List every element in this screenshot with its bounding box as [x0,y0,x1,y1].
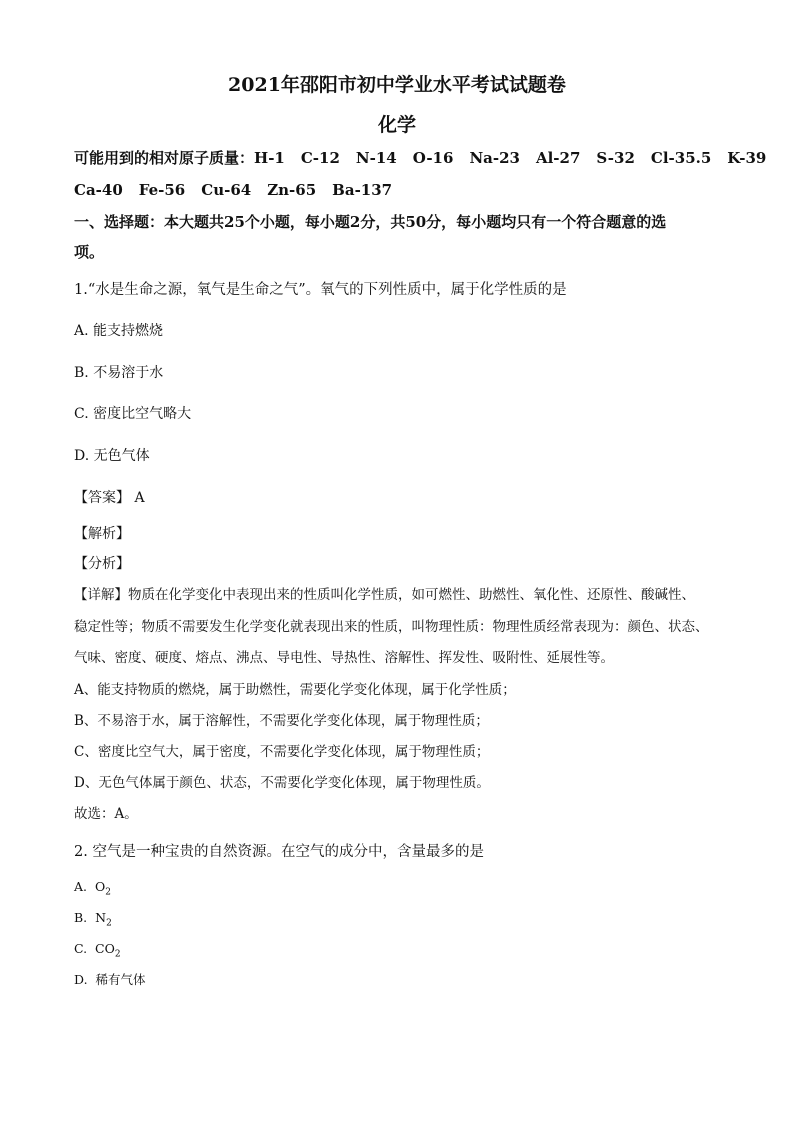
answer-tag: 【答案】 [74,490,130,506]
question-2-stem: 2. 空气是一种宝贵的自然资源。在空气的成分中，含量最多的是 [74,844,484,860]
option-formula: 稀有气体 [95,972,146,987]
option-formula: CO [95,941,115,956]
option-formula: N [95,910,107,925]
option-formula: O [94,879,106,894]
q1-fenxi-tag: 【分析】 [74,556,130,572]
section-heading-line-1: 一、选择题：本大题共25个小题，每小题2分，共50分，每小题均只有一个符合题意的选 [74,213,667,231]
atomic-mass-item: Zn-65 [267,181,317,199]
detail-text: 物质在化学变化中表现出来的性质叫化学性质，如可燃性、助燃性、氧化性、还原性、酸碱性、 [128,587,695,603]
q1-option-a: A. 能支持燃烧 [74,323,164,339]
atomic-mass-item: S-32 [596,149,635,167]
atomic-mass-item: H-1 [254,149,285,167]
q1-explain-a: A、能支持物质的燃烧，属于助燃性，需要化学变化体现，属于化学性质； [74,682,516,698]
q1-explain-c: C、密度比空气大，属于密度，不需要化学变化体现，属于物理性质； [74,744,490,760]
q1-conclusion: 故选：A。 [74,806,138,822]
option-letter: C. [74,941,88,956]
question-1-stem: 1.“水是生命之源，氧气是生命之气”。氧气的下列性质中，属于化学性质的是 [74,282,567,298]
option-letter: A. [74,879,88,894]
atomic-mass-item: Fe-56 [138,181,186,199]
detail-tag: 【详解】 [74,587,128,603]
q1-option-d: D. 无色气体 [74,448,150,464]
subject-title: 化学 [377,114,416,136]
q1-detail-line-2: 稳定性等；物质不需要发生化学变化就表现出来的性质，叫物理性质：物理性质经常表现为：颜色、状态、 [74,619,709,635]
section-heading-line-2: 项。 [74,243,105,261]
q1-explain-b: B、不易溶于水，属于溶解性，不需要化学变化体现，属于物理性质； [74,713,489,729]
option-letter: B. [74,910,88,925]
exam-title: 2021年邵阳市初中学业水平考试试题卷 [228,74,566,96]
option-subscript: 2 [105,887,111,898]
q2-option-a [74,881,111,898]
q1-option-c: C. 密度比空气略大 [74,406,192,422]
q1-analysis-tag: 【解析】 [74,526,130,542]
atomic-mass-item: Cu-64 [201,181,252,199]
q1-answer [74,491,145,505]
q2-option-b [74,912,112,929]
q1-option-b: B. 不易溶于水 [74,365,164,381]
q1-explain-d: D、无色气体属于颜色、状态，不需要化学变化体现，属于物理性质。 [74,775,490,791]
atomic-mass-item: Ca-40 [74,181,123,199]
atomic-mass-item: K-39 [727,149,767,167]
atomic-mass-item: C-12 [300,149,340,167]
atomic-mass-item: Al-27 [535,149,581,167]
q2-option-c [74,943,121,960]
option-letter: D. [74,972,88,987]
atomic-mass-row-2 [74,183,408,198]
q1-detail-line-3: 气味、密度、硬度、熔点、沸点、导电性、导热性、溶解性、挥发性、吸附性、延展性等。 [74,650,614,666]
atomic-mass-item: Ba-137 [332,181,393,199]
q2-option-d [74,974,146,987]
atomic-mass-item: O-16 [412,149,454,167]
answer-value: A [134,490,145,506]
atomic-mass-item: Na-23 [469,149,520,167]
atomic-mass-row-1 [74,151,782,166]
atomic-mass-label: 可能用到的相对原子质量： [74,149,255,167]
q1-detail-line-1 [74,589,695,603]
option-subscript: 2 [106,918,112,929]
atomic-mass-item: N-14 [355,149,397,167]
option-subscript: 2 [114,949,121,960]
atomic-mass-item: Cl-35.5 [650,149,712,167]
